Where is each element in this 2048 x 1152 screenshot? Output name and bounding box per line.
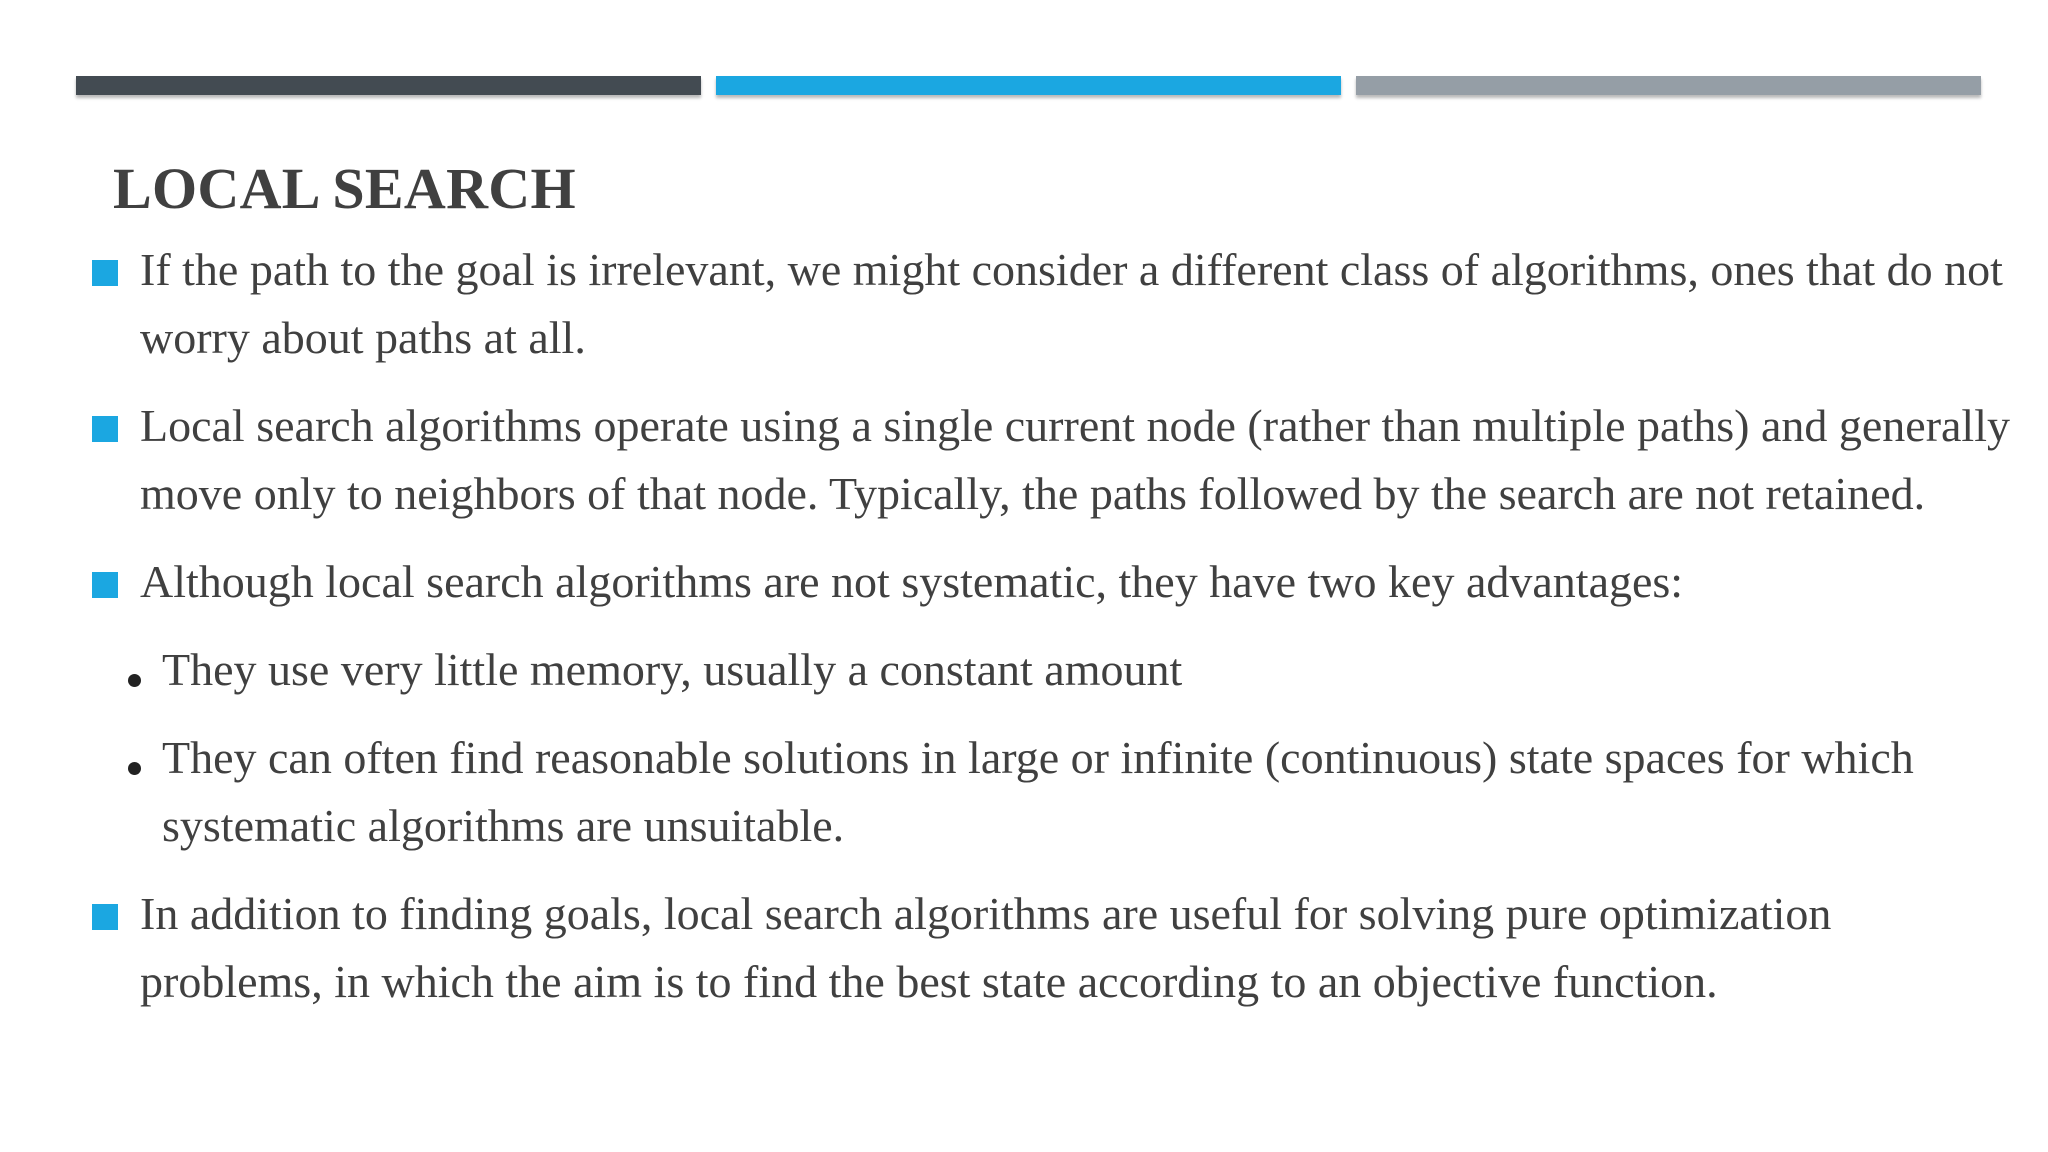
sub-bullet-item — [92, 636, 2012, 704]
square-bullet-icon — [92, 260, 118, 286]
dot-bullet-icon — [128, 762, 141, 775]
bullet-item — [92, 880, 2012, 1016]
bullet-text: Although local search algorithms are not systematic, they have two key advantages: — [140, 556, 1684, 607]
sub-bullet-text: They use very little memory, usually a constant amount — [162, 644, 1183, 695]
bullet-item — [92, 548, 2012, 616]
sub-bullet-item — [92, 724, 2012, 860]
bullet-text: If the path to the goal is irrelevant, we might consider a different class of algorithms, ones that do not worry about paths at all. — [140, 244, 2003, 363]
bullet-item — [92, 236, 2012, 372]
sub-bullet-text: They can often find reasonable solutions in large or infinite (continuous) state spaces for which systematic algorithms are unsuitable. — [162, 732, 1914, 851]
slide-body — [92, 236, 2012, 1036]
slide-title: LOCAL SEARCH — [113, 156, 576, 221]
bullet-text: Local search algorithms operate using a single current node (rather than multiple paths) and generally move only to neighbors of that node. Typically, the paths followed by the search are not retained. — [140, 400, 2010, 519]
top-accent-bars — [76, 76, 1981, 95]
square-bullet-icon — [92, 416, 118, 442]
dot-bullet-icon — [128, 674, 141, 687]
bullet-item — [92, 392, 2012, 528]
accent-bar-gray — [1356, 76, 1981, 95]
accent-bar-dark — [76, 76, 701, 95]
square-bullet-icon — [92, 572, 118, 598]
bullet-text: In addition to finding goals, local search algorithms are useful for solving pure optimization problems, in which the aim is to find the best state according to an objective function. — [140, 888, 1832, 1007]
square-bullet-icon — [92, 904, 118, 930]
accent-bar-blue — [716, 76, 1341, 95]
